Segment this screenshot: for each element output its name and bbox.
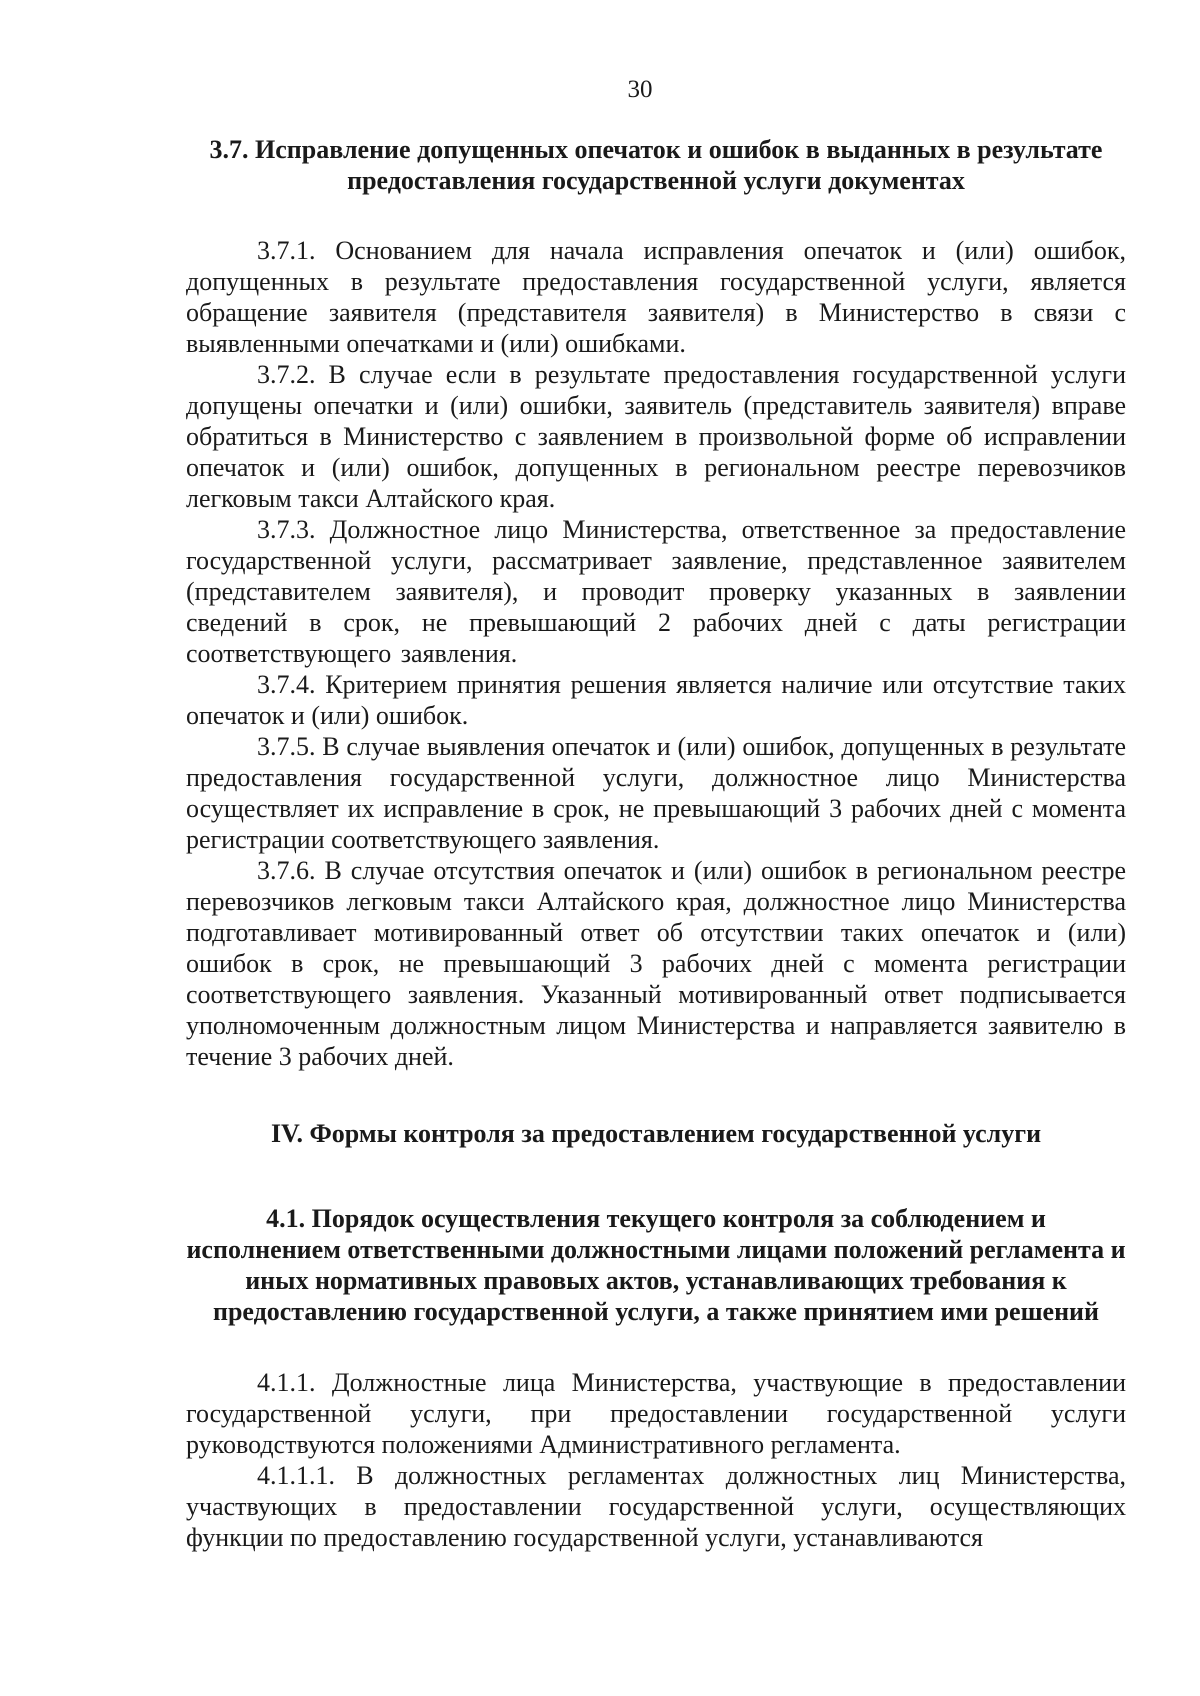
paragraph-3-7-6: 3.7.6. В случае отсутствия опечаток и (или) ошибок в региональном реестре перевозчиков легковым такси Алтайского края, должностное лицо Министерства подготавливает мотивированный ответ об отсутствии таких опечаток и (или) ошибок в срок, не превышающий 3 рабочих дней с момента регистрации соответствующего заявления. Указанный мотивированный ответ подписывается уполномоченным должностным лицом Министерства и направляется заявителю в течение 3 рабочих дней.	[186, 856, 1126, 1071]
section-3-7-heading: 3.7. Исправление допущенных опечаток и ошибок в выданных в результате предоставления государственной услуги документах	[209, 135, 1103, 195]
paragraph-3-7-5: 3.7.5. В случае выявления опечаток и (или) ошибок, допущенных в результате предоставления государственной услуги, должностное лицо Министерства осуществляет их исправление в срок, не превышающий 3 рабочих дней с момента регистрации соответствующего заявления.	[186, 732, 1126, 854]
paragraph-4-1-1-1: 4.1.1.1. В должностных регламентах должностных лиц Министерства, участвующих в предоставлении государственной услуги, осуществляющих функции по предоставлению государственной услуги, устанавливаются	[186, 1461, 1126, 1552]
paragraph-3-7-1: 3.7.1. Основанием для начала исправления опечаток и (или) ошибок, допущенных в результате предоставления государственной услуги, является обращение заявителя (представителя заявителя) в Министерство в связи с выявленными опечатками и (или) ошибками.	[186, 236, 1126, 358]
section-4-1-heading: 4.1. Порядок осуществления текущего контроля за соблюдением и исполнением ответственными должностными лицами положений регламента и иных нормативных правовых актов, устанавливающих требования к предоставлению государственной услуги, а также принятием ими решений	[186, 1204, 1126, 1326]
section-iv-heading: IV. Формы контроля за предоставлением государственной услуги	[270, 1119, 1042, 1148]
paragraph-3-7-4: 3.7.4. Критерием принятия решения является наличие или отсутствие таких опечаток и (или) ошибок.	[186, 670, 1126, 730]
document-body	[186, 134, 1126, 1553]
paragraph-4-1-1: 4.1.1. Должностные лица Министерства, участвующие в предоставлении государственной услуги, при предоставлении государственной услуги руководствуются положениями Административного регламента.	[186, 1368, 1126, 1459]
paragraph-3-7-2: 3.7.2. В случае если в результате предоставления государственной услуги допущены опечатки и (или) ошибки, заявитель (представитель заявителя) вправе обратиться в Министерство с заявлением в произвольной форме об исправлении опечаток и (или) ошибок, допущенных в региональном реестре перевозчиков легковым такси Алтайского края.	[186, 360, 1126, 513]
paragraph-3-7-3: 3.7.3. Должностное лицо Министерства, ответственное за предоставление государственной услуги, рассматривает заявление, представленное заявителем (представителем заявителя), и проводит проверку указанных в заявлении сведений в срок, не превышающий 2 рабочих дней с даты регистрации соответствующего заявления.	[186, 515, 1126, 668]
page-number: 30	[627, 76, 653, 103]
